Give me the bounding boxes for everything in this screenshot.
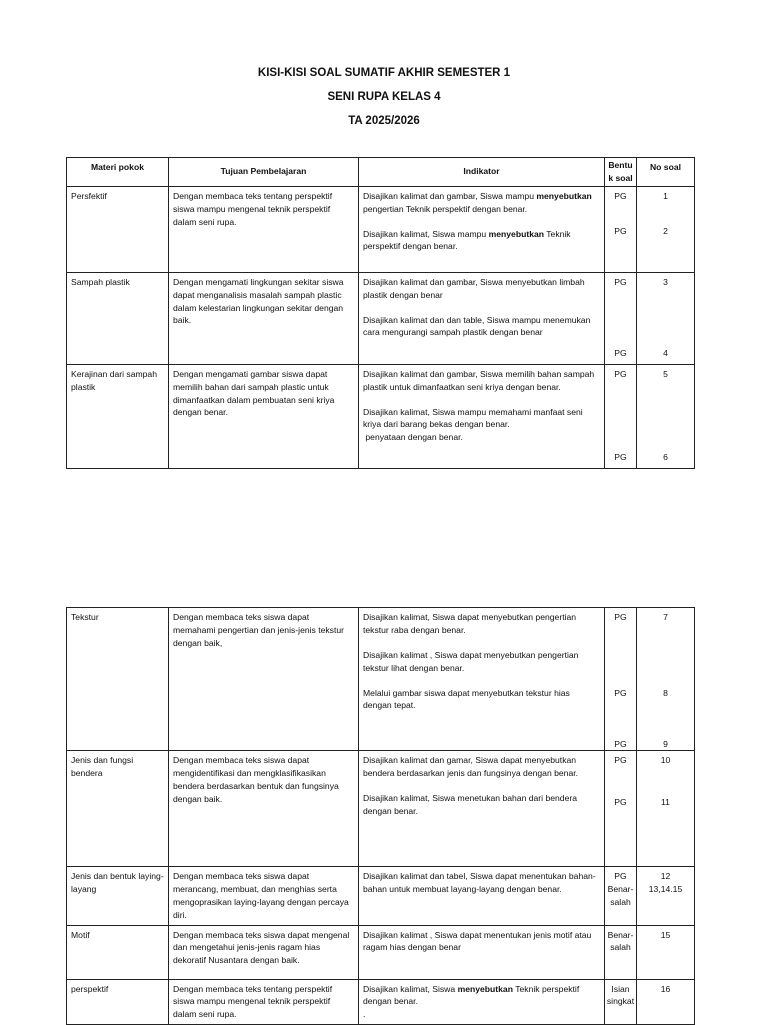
table-row bbox=[67, 925, 695, 979]
tujuan-cell: Dengan membaca teks tentang perspektif siswa mampu mengenal teknik perspektif dalam seni rupa. bbox=[169, 979, 359, 1025]
indikator-cell bbox=[359, 867, 605, 926]
table-row bbox=[67, 867, 695, 926]
no-cell bbox=[637, 364, 695, 468]
col-header-materi: Materi pokok bbox=[67, 158, 169, 187]
indikator-cell bbox=[359, 186, 605, 272]
no-cell: 15 bbox=[637, 925, 695, 979]
table-header-row bbox=[67, 158, 695, 187]
bentuk-value: PG bbox=[614, 871, 627, 881]
indikator-cell bbox=[359, 364, 605, 468]
indikator-item: Melalui gambar siswa dapat menyebutkan tekstur hias dengan tepat. bbox=[363, 687, 570, 711]
no-cell: 16 bbox=[637, 979, 695, 1025]
no-value: 9 bbox=[663, 739, 668, 749]
materi-cell: Jenis dan bentuk laying-layang bbox=[67, 867, 169, 926]
bentuk-cell: Benar-salah bbox=[605, 925, 637, 979]
indikator-item: Disajikan kalimat , Siswa dapat menyebutkan pengertian tekstur lihat dengan benar. bbox=[363, 649, 579, 673]
indikator-item: Disajikan kalimat dan dan table, Siswa mampu menemukan cara mengurangi sampah plastik dengan benar bbox=[363, 314, 591, 338]
materi-cell: perspektif bbox=[67, 979, 169, 1025]
no-value: 12 bbox=[660, 871, 671, 881]
bentuk-cell bbox=[605, 272, 637, 364]
bentuk-cell bbox=[605, 608, 637, 751]
bentuk-cell bbox=[605, 364, 637, 468]
no-cell bbox=[637, 186, 695, 272]
indikator-item: Disajikan kalimat dan tabel, Siswa dapat menentukan bahan-bahan untuk membuat layang-layang dengan benar. bbox=[363, 871, 596, 894]
indikator-item: Disajikan kalimat, Siswa dapat menyebutkan pengertian tekstur raba dengan benar. bbox=[363, 612, 577, 635]
no-cell bbox=[637, 608, 695, 751]
table-row bbox=[67, 364, 695, 468]
indikator-item: Disajikan kalimat, Siswa mampu menyebutkan Teknik perspektif dengan benar. bbox=[363, 228, 571, 252]
materi-cell: Sampah plastik bbox=[67, 272, 169, 364]
doc-subtitle: SENI RUPA KELAS 4 bbox=[327, 91, 441, 103]
tujuan-cell: Dengan mengamati lingkungan sekitar siswa dapat menganalisis masalah sampah plastic dalam kelestarian lingkungan sekitar dengan baik. bbox=[169, 272, 359, 364]
indikator-cell bbox=[359, 751, 605, 867]
no-value: 2 bbox=[663, 225, 668, 236]
bentuk-value: Benar-salah bbox=[607, 883, 634, 907]
materi-cell: Kerajinan dari sampah plastik bbox=[67, 364, 169, 468]
no-cell bbox=[637, 867, 695, 926]
indikator-item: Disajikan kalimat dan gambar, Siswa menyebutkan limbah plastik dengan benar bbox=[363, 276, 585, 300]
table-row bbox=[67, 751, 695, 867]
materi-cell: Persfektif bbox=[67, 186, 169, 272]
col-header-bentuk: Bentu k soal bbox=[605, 158, 637, 187]
indikator-item: penyataan dengan benar. bbox=[363, 432, 463, 443]
no-value: 4 bbox=[663, 347, 668, 358]
table-row bbox=[67, 608, 695, 751]
no-value: 6 bbox=[663, 451, 668, 462]
no-value: 11 bbox=[661, 797, 670, 807]
bentuk-value: PG bbox=[614, 755, 627, 765]
indikator-item: Disajikan kalimat , Siswa dapat menentukan jenis motif atau ragam hias dengan benar bbox=[363, 929, 592, 953]
bentuk-cell bbox=[605, 751, 637, 867]
tujuan-cell: Dengan membaca teks siswa dapat merancang, membuat, dan menghias serta mengoprasikan laying-layang dengan percaya diri. bbox=[169, 867, 359, 926]
bentuk-value: PG bbox=[614, 451, 627, 462]
tujuan-cell: Dengan mengamati gambar siswa dapat memilih bahan dari sampah plastic untuk dimanfaatkan dalam pembuatan seni kriya dengan benar. bbox=[169, 364, 359, 468]
no-value: 7 bbox=[663, 612, 668, 622]
col-header-no: No soal bbox=[637, 158, 695, 187]
bentuk-value: PG bbox=[614, 225, 627, 236]
col-header-tujuan: Tujuan Pembelajaran bbox=[169, 158, 359, 187]
bentuk-value: PG bbox=[614, 612, 627, 622]
table-row bbox=[67, 979, 695, 1025]
tujuan-cell: Dengan membaca teks siswa dapat mengidentifikasi dan mengklasifikasikan bendera berdasarkan bentuk dan fungsinya dengan baik. bbox=[169, 751, 359, 867]
indikator-item: Disajikan kalimat, Siswa mampu memahami manfaat seni kriya dari barang bekas dengan benar. bbox=[363, 406, 583, 430]
indikator-cell bbox=[359, 608, 605, 751]
kisi-table-2 bbox=[66, 607, 695, 1025]
tujuan-cell: Dengan membaca teks tentang perspektif siswa mampu mengenal teknik perspektif dalam seni rupa. bbox=[169, 186, 359, 272]
indikator-item: Disajikan kalimat dan gambar, Siswa memilih bahan sampah plastik untuk dimanfaatkan seni kriya dengan benar. bbox=[363, 368, 595, 392]
kisi-table-1 bbox=[66, 157, 695, 469]
indikator-cell bbox=[359, 925, 605, 979]
table-row bbox=[67, 272, 695, 364]
indikator-item: Disajikan kalimat, Siswa menyebutkan Teknik perspektif dengan benar. bbox=[363, 983, 580, 1007]
col-header-indikator: Indikator bbox=[359, 158, 605, 187]
bentuk-cell: Isian singkat bbox=[605, 979, 637, 1025]
tujuan-cell: Dengan membaca teks siswa dapat memahami pengertian dan jenis-jenis tekstur dengan baik, bbox=[169, 608, 359, 751]
indikator-cell bbox=[359, 979, 605, 1025]
bentuk-value: PG bbox=[614, 276, 627, 287]
indikator-item: Disajikan kalimat dan gamar, Siswa dapat menyebutkan bendera berdasarkan jenis dan fungsinya dengan benar. bbox=[363, 755, 579, 778]
bentuk-cell bbox=[605, 867, 637, 926]
doc-year: TA 2025/2026 bbox=[348, 115, 420, 127]
indikator-cell bbox=[359, 272, 605, 364]
no-value: 10 bbox=[660, 755, 671, 765]
no-value: 5 bbox=[663, 368, 668, 379]
indikator-item: Disajikan kalimat, Siswa menetukan bahan dari bendera dengan benar. bbox=[363, 792, 578, 816]
tujuan-cell: Dengan membaca teks siswa dapat mengenal dan mengetahui jenis-jenis ragam hias dekoratif Nusantara dengan baik. bbox=[169, 925, 359, 979]
bentuk-value: PG bbox=[614, 368, 627, 379]
materi-cell: Motif bbox=[67, 925, 169, 979]
table-row bbox=[67, 186, 695, 272]
materi-cell: Tekstur bbox=[67, 608, 169, 751]
no-cell bbox=[637, 751, 695, 867]
materi-cell: Jenis dan fungsi bendera bbox=[67, 751, 169, 867]
bentuk-value: PG bbox=[614, 688, 627, 698]
bentuk-value: PG bbox=[614, 347, 627, 358]
no-value: 1 bbox=[663, 190, 668, 201]
no-value: 3 bbox=[663, 276, 668, 287]
bentuk-value: PG bbox=[614, 797, 627, 807]
no-value: 8 bbox=[663, 688, 668, 698]
no-cell bbox=[637, 272, 695, 364]
bentuk-cell bbox=[605, 186, 637, 272]
bentuk-value: PG bbox=[614, 190, 627, 201]
indikator-item: . bbox=[363, 1009, 366, 1020]
bentuk-value: PG bbox=[614, 739, 627, 749]
no-value: 13,14.15 bbox=[648, 883, 683, 894]
indikator-item: Disajikan kalimat dan gambar, Siswa mampu menyebutkan pengertian Teknik perspektif dengan benar. bbox=[363, 190, 592, 214]
doc-title: KISI-KISI SOAL SUMATIF AKHIR SEMESTER 1 bbox=[257, 67, 511, 79]
